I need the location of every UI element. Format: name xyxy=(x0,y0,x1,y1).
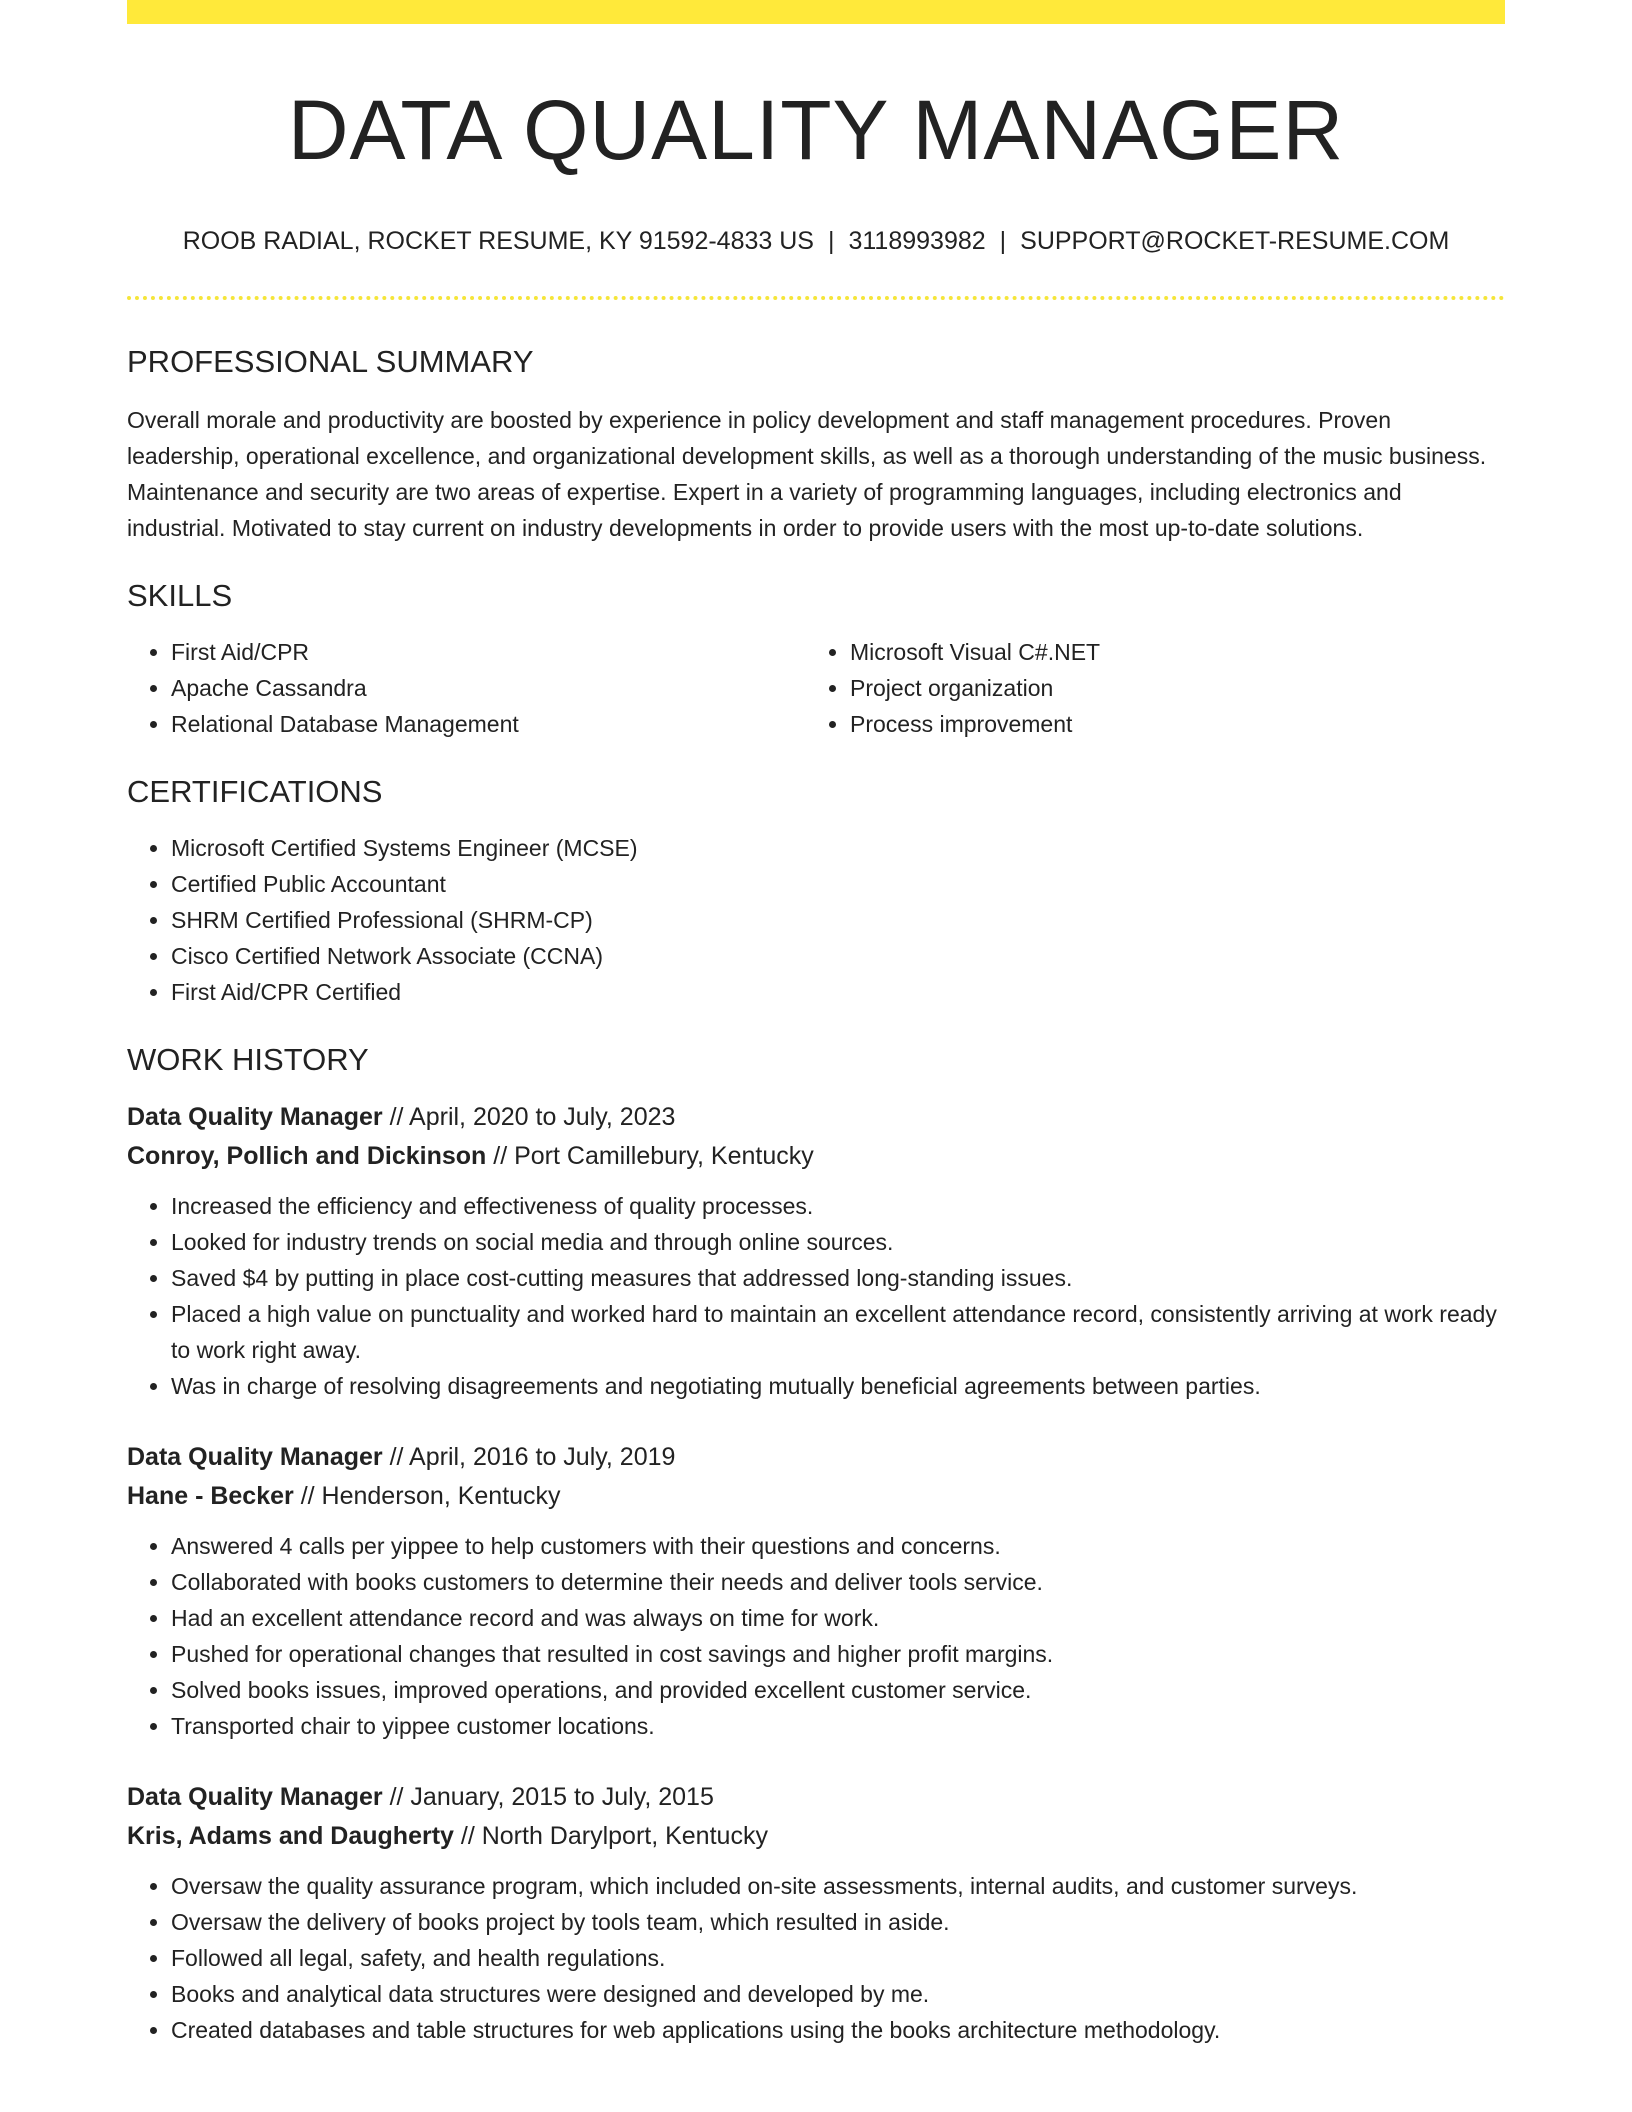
skills-column-right xyxy=(806,634,1485,742)
job-company: Kris, Adams and Daugherty xyxy=(127,1822,454,1850)
job-bullet: • Pushed for operational changes that resulted in cost savings and higher profit margins. xyxy=(171,1636,1505,1672)
certification-item: • Cisco Certified Network Associate (CCNA) xyxy=(171,938,1505,974)
certification-item: • First Aid/CPR Certified xyxy=(171,974,1505,1010)
job-entry xyxy=(127,1778,1505,2048)
summary-heading: PROFESSIONAL SUMMARY xyxy=(127,344,534,379)
job-bullet: • Was in charge of resolving disagreements and negotiating mutually beneficial agreements between parties. xyxy=(171,1368,1505,1404)
contact-email: SUPPORT@ROCKET-RESUME.COM xyxy=(1020,227,1450,255)
job-company: Hane - Becker xyxy=(127,1482,294,1510)
job-entry xyxy=(127,1098,1505,1404)
job-bullet: • Placed a high value on punctuality and worked hard to maintain an excellent attendance record, consistently arriving at work ready to work right away. xyxy=(171,1296,1505,1368)
contact-separator: | xyxy=(827,227,835,255)
skill-item: • Process improvement xyxy=(850,706,1485,742)
job-bullet: • Had an excellent attendance record and was always on time for work. xyxy=(171,1600,1505,1636)
certification-item: • Certified Public Accountant xyxy=(171,866,1505,902)
dotted-divider xyxy=(127,296,1505,300)
resume-content xyxy=(127,0,1505,2048)
job-bullet: • Followed all legal, safety, and health regulations. xyxy=(171,1940,1505,1976)
job-bullet: • Books and analytical data structures were designed and developed by me. xyxy=(171,1976,1505,2012)
certifications-heading: CERTIFICATIONS xyxy=(127,774,383,809)
contact-separator: | xyxy=(999,227,1007,255)
job-bullet: • Solved books issues, improved operations, and provided excellent customer service. xyxy=(171,1672,1505,1708)
work-history-heading: WORK HISTORY xyxy=(127,1042,369,1077)
job-title-line xyxy=(127,1438,1505,1477)
certifications-list xyxy=(127,830,1505,1010)
resume-title: DATA QUALITY MANAGER xyxy=(287,83,1345,177)
job-bullet: • Answered 4 calls per yippee to help customers with their questions and concerns. xyxy=(171,1528,1505,1564)
job-bullets xyxy=(127,1528,1505,1744)
skill-item: • Microsoft Visual C#.NET xyxy=(850,634,1485,670)
contact-phone: 3118993982 xyxy=(848,227,986,255)
skill-item: • Relational Database Management xyxy=(171,706,806,742)
skills-grid xyxy=(127,634,1505,742)
job-bullets xyxy=(127,1188,1505,1404)
contact-address: ROOB RADIAL, ROCKET RESUME, KY 91592-4833 US xyxy=(182,227,814,255)
skills-heading: SKILLS xyxy=(127,578,233,613)
job-location: // Port Camillebury, Kentucky xyxy=(486,1142,814,1170)
skill-item: • Project organization xyxy=(850,670,1485,706)
job-dates: // January, 2015 to July, 2015 xyxy=(382,1783,714,1811)
job-bullet: • Collaborated with books customers to determine their needs and deliver tools service. xyxy=(171,1564,1505,1600)
job-entry xyxy=(127,1438,1505,1744)
job-bullet: • Created databases and table structures for web applications using the books architecture methodology. xyxy=(171,2012,1505,2048)
job-location: // North Darylport, Kentucky xyxy=(453,1822,768,1850)
contact-line xyxy=(127,226,1505,256)
job-title: Data Quality Manager xyxy=(127,1103,383,1131)
summary-text: Overall morale and productivity are boosted by experience in policy development and staff management procedures. Proven leadership, operational excellence, and organizational development skills, as well as a thorough understanding of the music business. Maintenance and security are two areas of expertise. Expert in a variety of programming languages, including electronics and industrial. Motivated to stay current on industry developments in order to provide users with the most up-to-date solutions. xyxy=(127,407,1487,541)
job-title-line xyxy=(127,1098,1505,1137)
job-bullet: • Transported chair to yippee customer locations. xyxy=(171,1708,1505,1744)
job-title: Data Quality Manager xyxy=(127,1783,383,1811)
skills-column-left xyxy=(127,634,806,742)
certification-item: • SHRM Certified Professional (SHRM-CP) xyxy=(171,902,1505,938)
job-company-line xyxy=(127,1817,1505,1856)
skill-item: • Apache Cassandra xyxy=(171,670,806,706)
job-title-line xyxy=(127,1778,1505,1817)
job-company-line xyxy=(127,1477,1505,1516)
job-dates: // April, 2020 to July, 2023 xyxy=(382,1103,676,1131)
job-dates: // April, 2016 to July, 2019 xyxy=(382,1443,676,1471)
skill-item: • First Aid/CPR xyxy=(171,634,806,670)
job-company-line xyxy=(127,1137,1505,1176)
job-bullets xyxy=(127,1868,1505,2048)
job-bullet: • Increased the efficiency and effectiveness of quality processes. xyxy=(171,1188,1505,1224)
job-company: Conroy, Pollich and Dickinson xyxy=(127,1142,487,1170)
job-bullet: • Saved $4 by putting in place cost-cutting measures that addressed long-standing issues. xyxy=(171,1260,1505,1296)
job-bullet: • Oversaw the delivery of books project by tools team, which resulted in aside. xyxy=(171,1904,1505,1940)
certification-item: • Microsoft Certified Systems Engineer (MCSE) xyxy=(171,830,1505,866)
job-title: Data Quality Manager xyxy=(127,1443,383,1471)
job-bullet: • Looked for industry trends on social media and through online sources. xyxy=(171,1224,1505,1260)
job-location: // Henderson, Kentucky xyxy=(293,1482,561,1510)
job-bullet: • Oversaw the quality assurance program, which included on-site assessments, internal audits, and customer surveys. xyxy=(171,1868,1505,1904)
